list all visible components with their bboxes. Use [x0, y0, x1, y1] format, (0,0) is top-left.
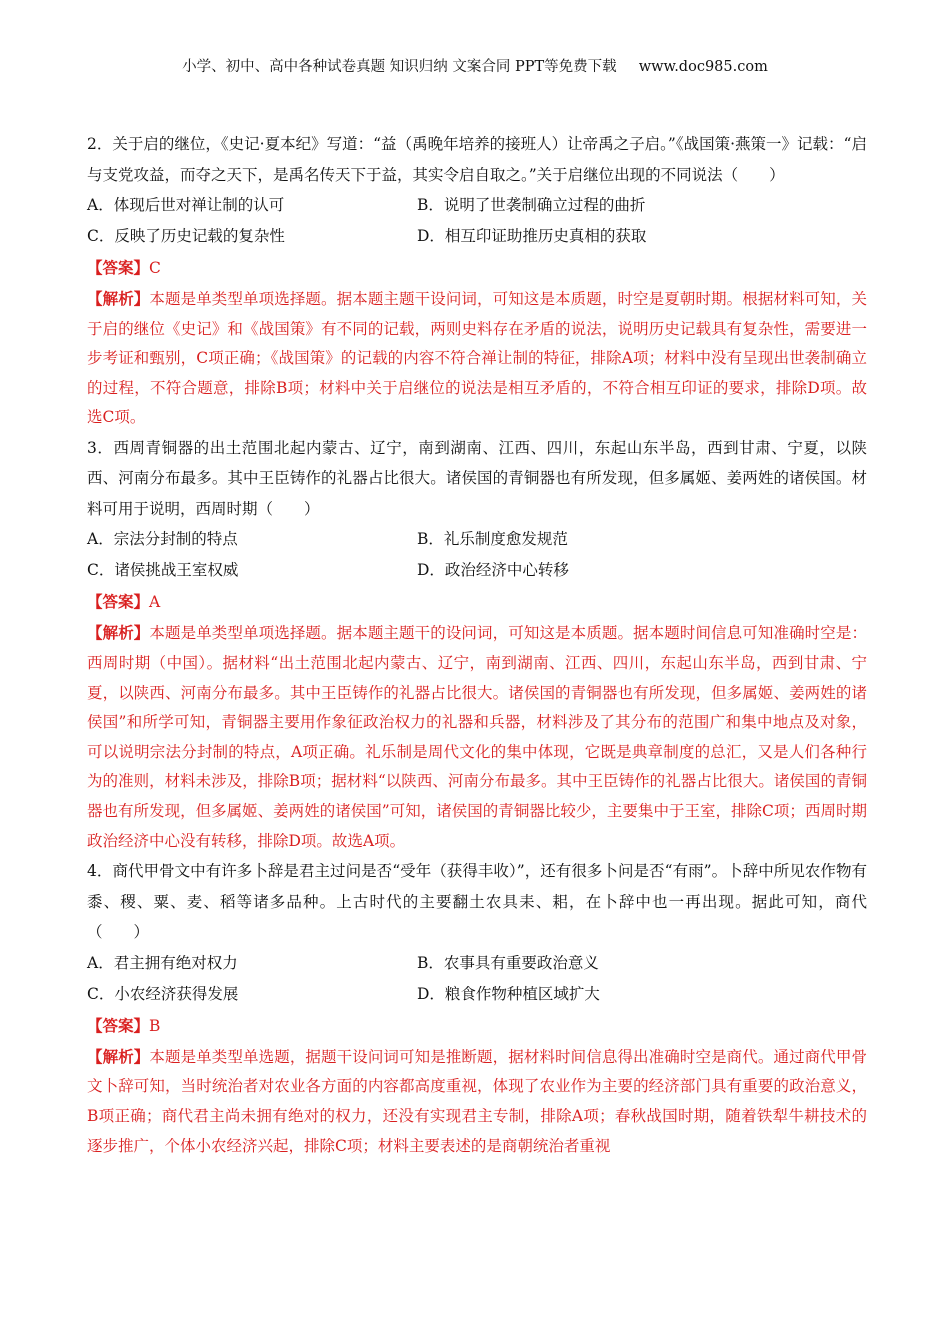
- option-a: A．体现后世对禅让制的认可: [87, 196, 285, 214]
- answer-value: B: [149, 1016, 161, 1035]
- answer-value: A: [149, 593, 161, 612]
- analysis-paragraph: [87, 618, 867, 856]
- analysis-tag: 【解析】: [87, 623, 150, 643]
- options-grid: [87, 948, 867, 1010]
- question-stem: 4．商代甲骨文中有许多卜辞是君主过问是否“受年（获得丰收）”，还有很多卜问是否“有雨”。卜辞中所见农作物有黍、稷、粟、麦、稻等诸多品种。上古时代的主要翻土农具耒、耜，在卜辞中也一再出现。据此可知，商代（ ）: [87, 862, 867, 942]
- answer-value: C: [149, 259, 161, 277]
- analysis-tag: 【解析】: [87, 1046, 150, 1066]
- analysis-paragraph: [87, 284, 867, 433]
- option-b: B．说明了世袭制确立过程的曲折: [417, 196, 646, 214]
- option-a: A．宗法分封制的特点: [87, 530, 238, 549]
- option-d: D．相互印证助推历史真相的获取: [417, 227, 647, 245]
- answer-line: [87, 252, 867, 284]
- option-c: C．反映了历史记载的复杂性: [87, 227, 285, 245]
- option-a: A．君主拥有绝对权力: [87, 953, 238, 972]
- analysis-paragraph: [87, 1042, 867, 1161]
- question-2: [87, 129, 867, 433]
- options-grid: [87, 524, 867, 586]
- option-b: B．农事具有重要政治意义: [417, 953, 599, 972]
- answer-tag: 【答案】: [87, 1015, 150, 1035]
- answer-tag: 【答案】: [87, 258, 150, 277]
- option-c: C．诸侯挑战王室权威: [87, 561, 239, 580]
- question-content: [87, 129, 867, 1161]
- answer-line: [87, 586, 867, 618]
- option-d: D．粮食作物种植区域扩大: [417, 984, 600, 1003]
- page-header: [0, 57, 950, 77]
- answer-line: [87, 1010, 867, 1042]
- header-text: 小学、初中、高中各种试卷真题 知识归纳 文案合同 PPT等免费下载: [182, 59, 617, 75]
- options-grid: [87, 190, 867, 252]
- question-stem: 2．关于启的继位，《史记·夏本纪》写道：“益（禹晚年培养的接班人）让帝禹之子启。”《战国策·燕策一》记载：“启与支党攻益，而夺之天下，是禹名传天下于益，其实令启自取之。”关于启继位出现的不同说法（ ）: [87, 135, 867, 184]
- analysis-tag: 【解析】: [87, 289, 150, 308]
- analysis-text: 本题是单类型单项选择题。据本题主题干设问词，可知这是本质题，时空是夏朝时期。根据材料可知，关于启的继位《史记》和《战国策》有不同的记载，两则史料存在矛盾的说法，说明历史记载具有复杂性，需要进一步考证和甄别，C项正确；《战国策》的记载的内容不符合禅让制的特征，排除A项；材料中没有呈现出世袭制确立的过程，不符合题意，排除B项；材料中关于启继位的说法是相互矛盾的，不符合相互印证的要求，排除D项。故选C项。: [87, 290, 867, 427]
- option-c: C．小农经济获得发展: [87, 984, 239, 1003]
- analysis-text: 本题是单类型单选题，据题干设问词可知是推断题，据材料时间信息得出准确时空是商代。通过商代甲骨文卜辞可知，当时统治者对农业各方面的内容都高度重视，体现了农业作为主要的经济部门具有重要的政治意义，B项正确；商代君主尚未拥有绝对的权力，还没有实现君主专制，排除A项；春秋战国时期，随着铁犁牛耕技术的逐步推广，个体小农经济兴起，排除C项；材料主要表述的是商朝统治者重视: [87, 1047, 867, 1155]
- header-site-link[interactable]: www.doc985.com: [638, 59, 768, 75]
- answer-tag: 【答案】: [87, 592, 150, 612]
- option-b: B．礼乐制度愈发规范: [417, 530, 568, 549]
- question-4: [87, 856, 867, 1161]
- question-3: [87, 433, 867, 856]
- question-stem: 3．西周青铜器的出土范围北起内蒙古、辽宁，南到湖南、江西、四川，东起山东半岛，西到甘肃、宁夏，以陕西、河南分布最多。其中王臣铸作的礼器占比很大。诸侯国的青铜器也有所发现，但多属姬、姜两姓的诸侯国。材料可用于说明，西周时期（ ）: [87, 438, 867, 518]
- analysis-text: 本题是单类型单项选择题。据本题主题干的设问词，可知这是本质题。据本题时间信息可知准确时空是：西周时期（中国）。据材料“出土范围北起内蒙古、辽宁，南到湖南、江西、四川，东起山东半岛，西到甘肃、宁夏，以陕西、河南分布最多。其中王臣铸作的礼器占比很大。诸侯国的青铜器也有所发现，但多属姬、姜两姓的诸侯国”和所学可知，青铜器主要用作象征政治权力的礼器和兵器，材料涉及了其分布的范围广和集中地点及对象，可以说明宗法分封制的特点，A项正确。礼乐制是周代文化的集中体现，它既是典章制度的总汇，又是人们各种行为的准则，材料未涉及，排除B项；据材料“以陕西、河南分布最多。其中王臣铸作的礼器占比很大。诸侯国的青铜器也有所发现，但多属姬、姜两姓的诸侯国”可知，诸侯国的青铜器比较少，主要集中于王室，排除C项；西周时期政治经济中心没有转移，排除D项。故选A项。: [87, 624, 867, 850]
- option-d: D．政治经济中心转移: [417, 561, 569, 580]
